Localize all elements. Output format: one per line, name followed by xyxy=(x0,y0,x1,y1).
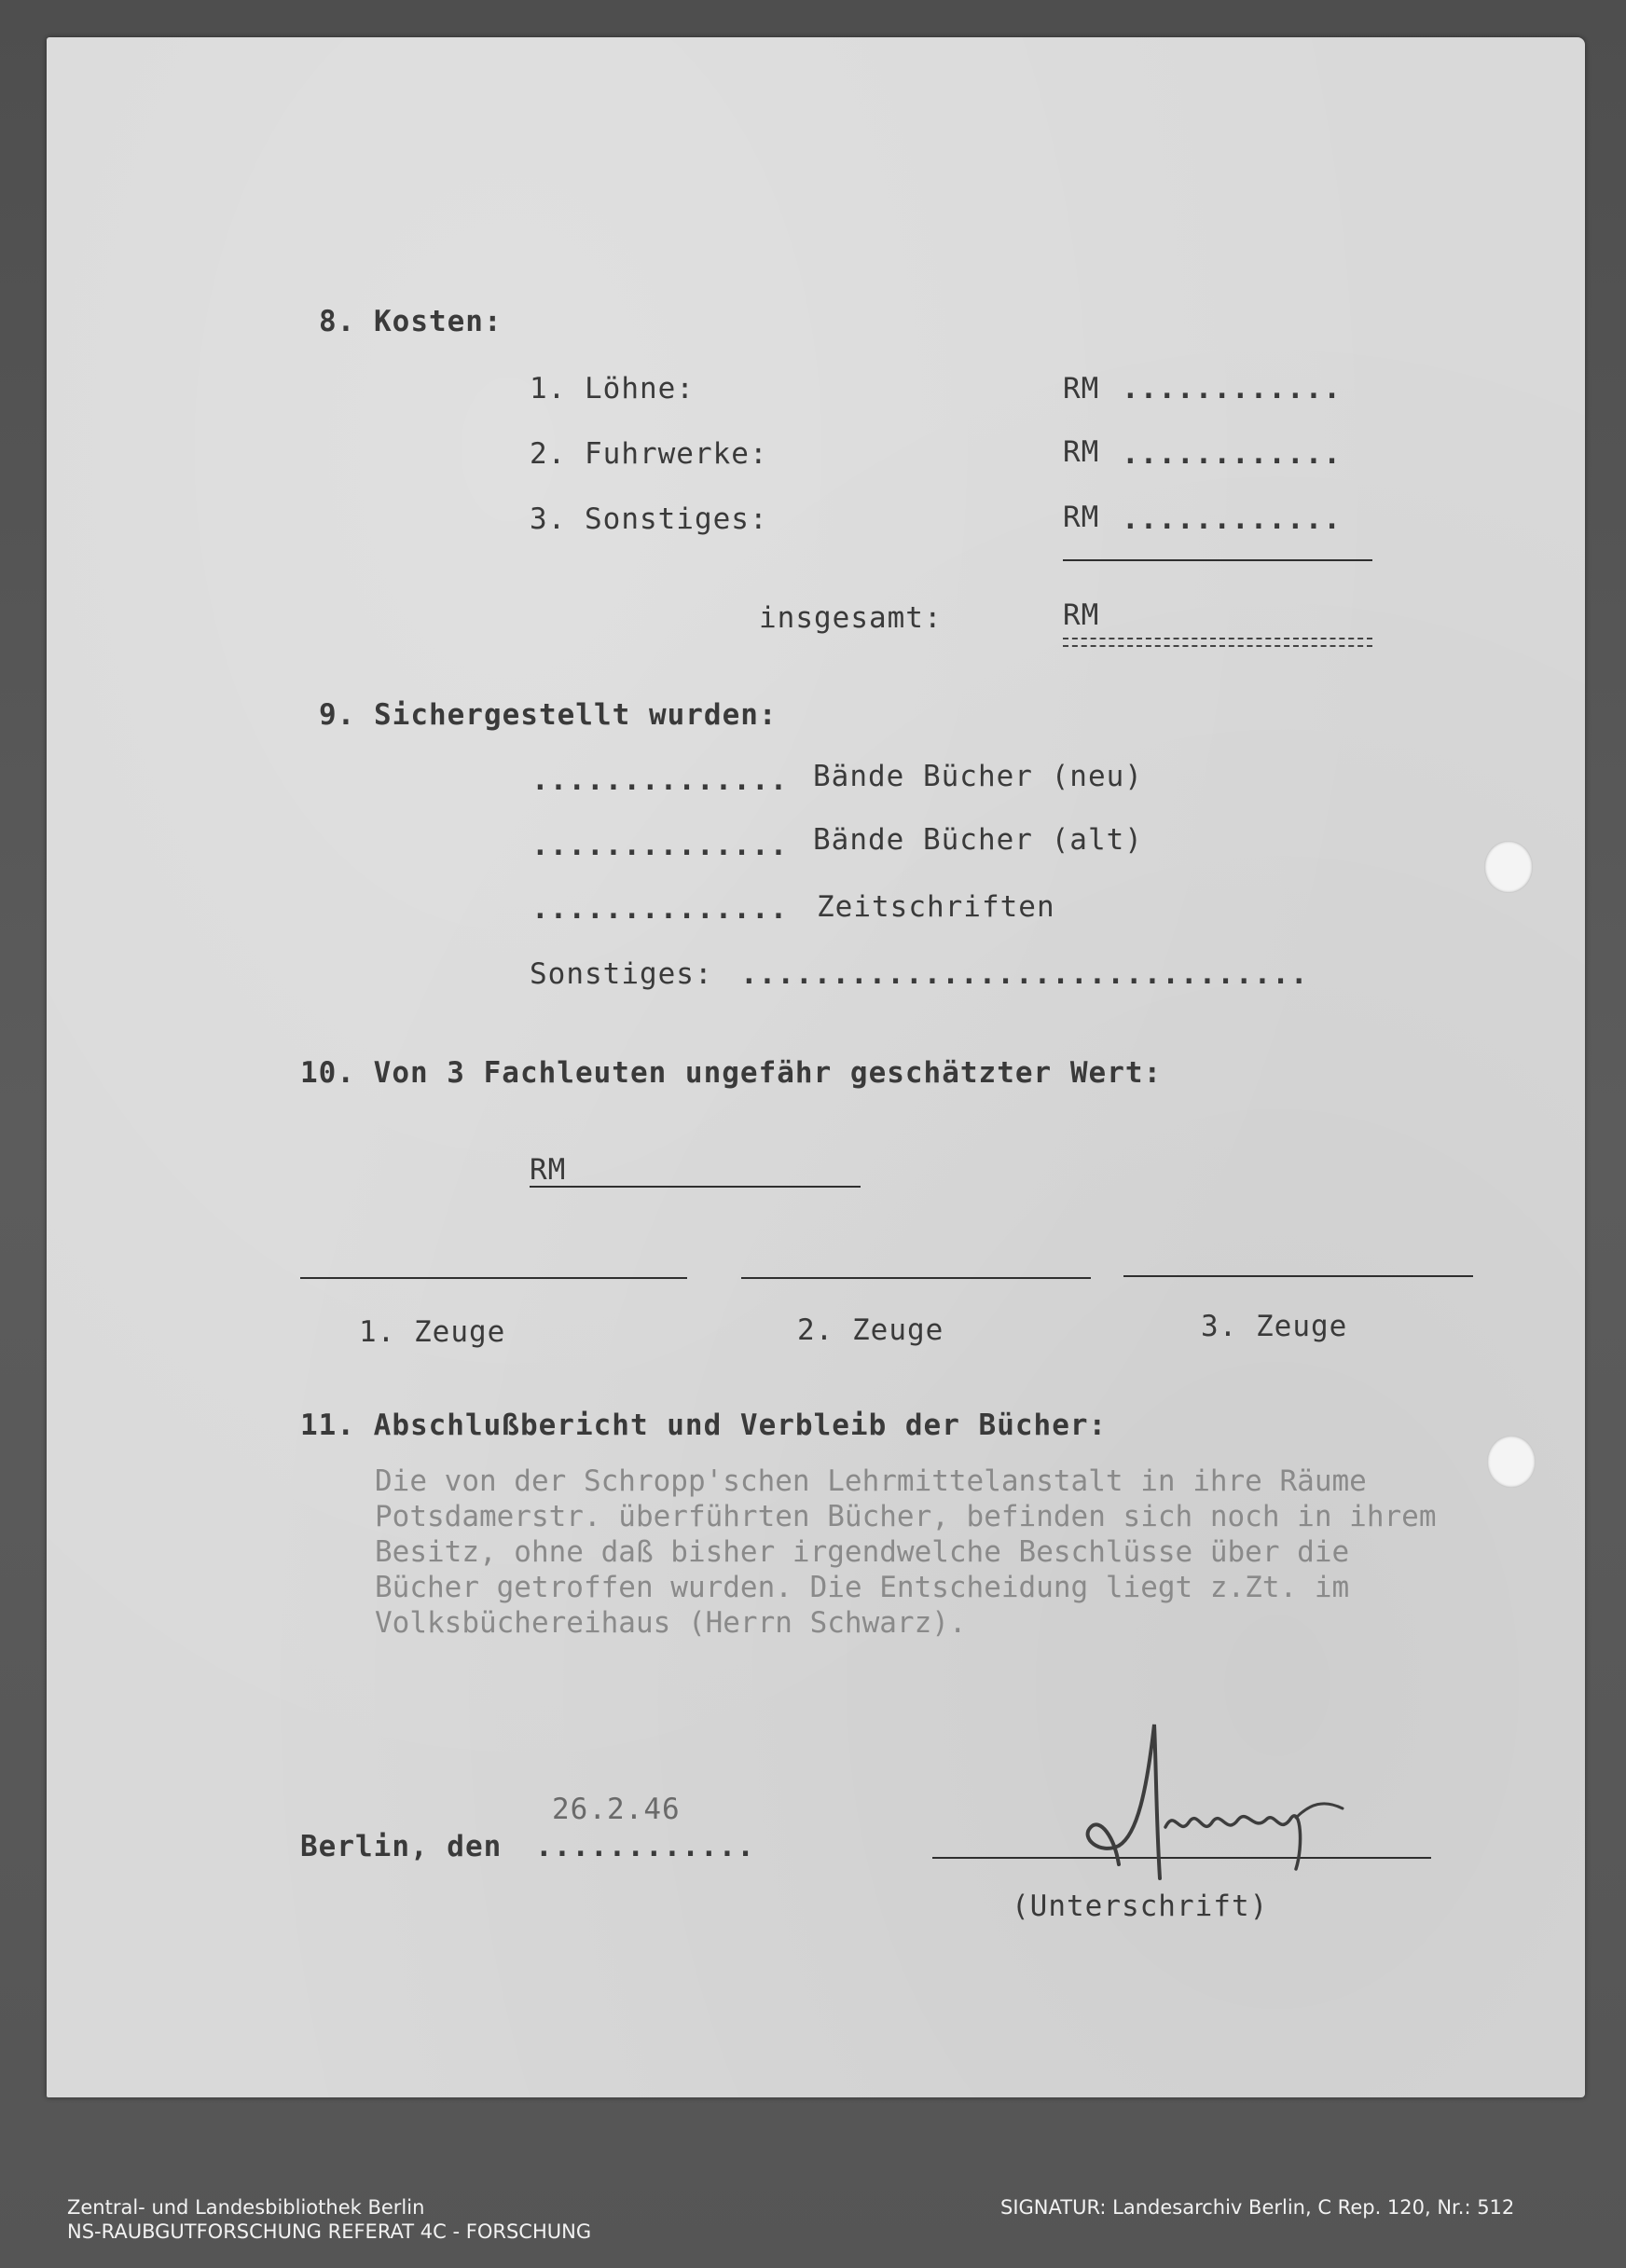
footer-signature-ref: SIGNATUR: Landesarchiv Berlin, C Rep. 120, Nr.: 512 xyxy=(1000,2196,1515,2219)
section-9-heading: 9. Sichergestellt wurden: xyxy=(319,698,778,732)
witness-2-label: 2. Zeuge xyxy=(797,1313,944,1347)
secured-other-blank: ............................... xyxy=(740,957,1309,991)
total-double-rule xyxy=(1063,638,1372,647)
secured-blank: .............. xyxy=(531,763,789,797)
cost-item-blank: ............ xyxy=(1122,437,1342,471)
estimate-rule xyxy=(530,1186,861,1188)
cost-item-label: 3. Sonstiges: xyxy=(530,502,768,536)
witness-1-signature-line xyxy=(300,1277,687,1279)
cost-item-blank: ............ xyxy=(1122,502,1342,536)
subtotal-rule xyxy=(1063,559,1372,561)
document-date: 26.2.46 xyxy=(552,1793,681,1826)
witness-3-signature-line xyxy=(1123,1275,1473,1277)
estimate-currency: RM xyxy=(530,1153,567,1187)
report-line: Potsdamerstr. überführten Bücher, befinden sich noch in ihrem xyxy=(375,1500,1437,1533)
punch-hole-lower xyxy=(1487,1436,1536,1488)
witness-2-signature-line xyxy=(741,1277,1091,1279)
total-currency: RM xyxy=(1063,598,1100,632)
secured-blank: .............. xyxy=(531,829,789,862)
place-date-blank: ............ xyxy=(535,1830,755,1863)
signature-label: (Unterschrift) xyxy=(1012,1890,1269,1923)
footer-department: NS-RAUBGUTFORSCHUNG REFERAT 4C - FORSCHUNG xyxy=(67,2220,592,2243)
section-8-heading: 8. Kosten: xyxy=(319,305,503,338)
secured-item-label: Zeitschriften xyxy=(817,890,1055,924)
section-10-heading: 10. Von 3 Fachleuten ungefähr geschätzter Wert: xyxy=(300,1056,1163,1090)
section-11-heading: 11. Abschlußbericht und Verbleib der Bücher: xyxy=(300,1409,1108,1442)
cost-item-currency: RM xyxy=(1063,435,1100,469)
cost-item-label: 1. Löhne: xyxy=(530,372,695,405)
secured-item-label: Bände Bücher (neu) xyxy=(813,760,1143,793)
cost-item-blank: ............ xyxy=(1122,372,1342,405)
handwritten-signature xyxy=(1063,1706,1380,1892)
secured-item-label: Bände Bücher (alt) xyxy=(813,823,1143,857)
cost-item-currency: RM xyxy=(1063,501,1100,534)
report-line: Die von der Schropp'schen Lehrmittelanstalt in ihre Räume xyxy=(375,1464,1367,1498)
total-label: insgesamt: xyxy=(759,601,943,635)
secured-other-label: Sonstiges: xyxy=(530,957,713,991)
witness-3-label: 3. Zeuge xyxy=(1201,1310,1348,1343)
report-line: Bücher getroffen wurden. Die Entscheidung liegt z.Zt. im xyxy=(375,1571,1350,1604)
witness-1-label: 1. Zeuge xyxy=(359,1315,506,1349)
secured-blank: .............. xyxy=(531,892,789,926)
cost-item-label: 2. Fuhrwerke: xyxy=(530,437,768,471)
report-line: Volksbüchereihaus (Herrn Schwarz). xyxy=(375,1606,967,1640)
report-line: Besitz, ohne daß bisher irgendwelche Beschlüsse über die xyxy=(375,1535,1350,1569)
cost-item-currency: RM xyxy=(1063,372,1100,405)
footer-library: Zentral- und Landesbibliothek Berlin xyxy=(67,2196,425,2219)
place-date-label: Berlin, den xyxy=(300,1830,503,1863)
punch-hole-upper xyxy=(1484,841,1533,893)
